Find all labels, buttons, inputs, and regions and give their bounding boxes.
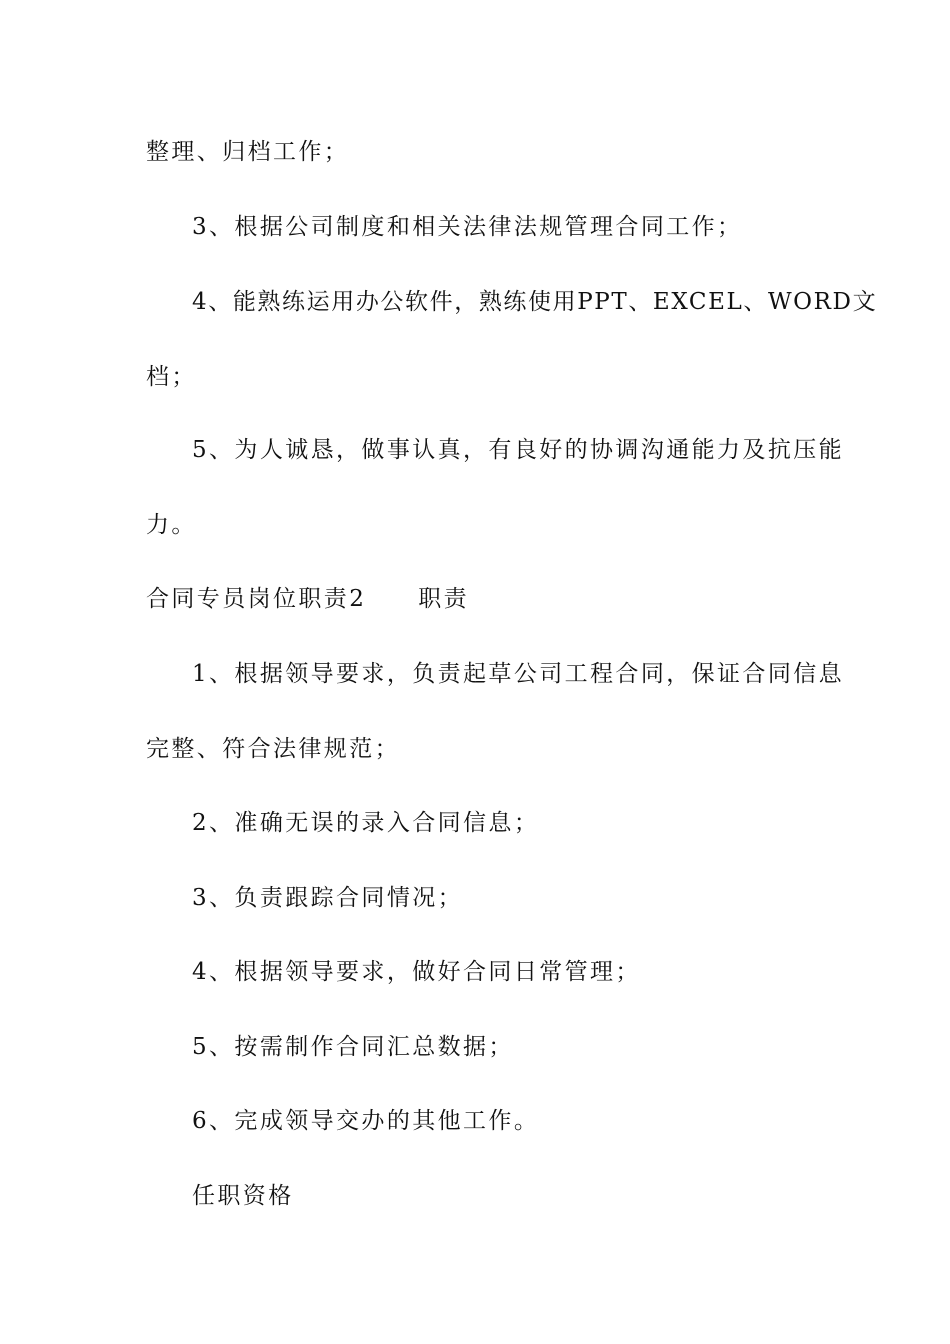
list-item: 4、能熟练运用办公软件，熟练使用PPT、EXCEL、WORD文 (192, 289, 878, 315)
subsection-heading: 任职资格 (192, 1183, 294, 1209)
paragraph-line: 完整、符合法律规范； (146, 736, 400, 762)
list-item: 5、按需制作合同汇总数据； (192, 1034, 514, 1060)
list-item: 1、根据领导要求，负责起草公司工程合同，保证合同信息 (192, 661, 845, 687)
section-heading-title: 合同专员岗位职责2 (146, 586, 367, 612)
list-item: 6、完成领导交办的其他工作。 (192, 1108, 540, 1134)
paragraph-line: 档； (146, 364, 197, 390)
list-item: 3、负责跟踪合同情况； (192, 885, 464, 911)
list-item: 2、准确无误的录入合同信息； (192, 810, 540, 836)
section-heading-subtitle: 职责 (418, 586, 470, 612)
paragraph-line: 整理、归档工作； (146, 139, 350, 165)
list-item: 3、根据公司制度和相关法律法规管理合同工作； (192, 214, 743, 240)
list-item: 5、为人诚恳，做事认真，有良好的协调沟通能力及抗压能 (192, 437, 845, 463)
section-heading (146, 584, 469, 614)
list-item: 4、根据领导要求，做好合同日常管理； (192, 959, 641, 985)
paragraph-line: 力。 (146, 512, 197, 538)
